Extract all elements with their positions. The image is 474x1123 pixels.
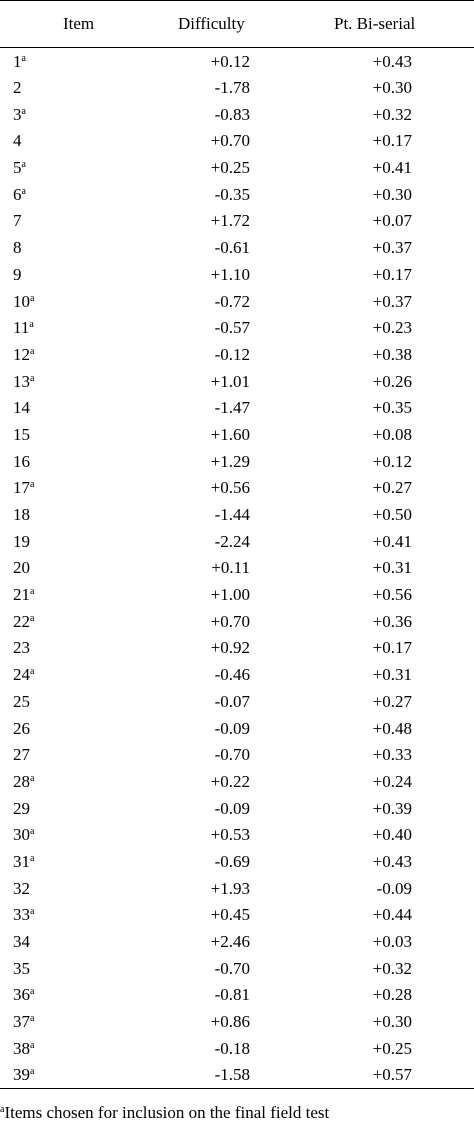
item-number: 13: [13, 371, 30, 391]
item-footnote-mark: a: [30, 906, 35, 918]
table-row: [0, 314, 474, 341]
cell-item: [0, 154, 152, 181]
cell-item: [0, 74, 152, 101]
item-footnote-mark: a: [30, 292, 35, 304]
cell-item: [0, 501, 152, 528]
item-number: 8: [13, 238, 22, 258]
cell-difficulty: -0.83: [214, 104, 250, 124]
cell-difficulty: -0.70: [214, 745, 250, 765]
cell-item: [0, 368, 152, 395]
cell-pt-biserial: +0.27: [372, 478, 412, 498]
item-number: 4: [13, 131, 22, 151]
item-number: 28: [13, 771, 30, 791]
footnote-mark: a: [0, 1104, 5, 1115]
cell-item: [0, 982, 152, 1009]
cell-pt-biserial: +0.31: [372, 558, 412, 578]
cell-difficulty: +0.86: [210, 1012, 250, 1032]
item-number: 16: [13, 451, 30, 471]
item-footnote-mark: a: [30, 1039, 35, 1051]
item-number: 12: [13, 344, 30, 364]
item-footnote-mark: a: [21, 52, 26, 64]
cell-item: [0, 48, 152, 75]
cell-pt-biserial: +0.30: [372, 184, 412, 204]
cell-item: [0, 608, 152, 635]
cell-pt-biserial: +0.08: [372, 424, 412, 444]
cell-difficulty: +0.25: [210, 158, 250, 178]
cell-difficulty: +1.93: [210, 878, 250, 898]
cell-pt-biserial: +0.38: [372, 344, 412, 364]
item-number: 19: [13, 531, 30, 551]
cell-item: [0, 661, 152, 688]
cell-pt-biserial: +0.17: [372, 131, 412, 151]
table-row: [0, 475, 474, 502]
cell-difficulty: +0.92: [210, 638, 250, 658]
item-number: 32: [13, 878, 30, 898]
table-row: [0, 821, 474, 848]
table-row: [0, 208, 474, 235]
item-number: 25: [13, 691, 30, 711]
item-footnote-mark: a: [30, 666, 35, 678]
cell-difficulty: -0.35: [214, 184, 250, 204]
item-number: 26: [13, 718, 30, 738]
item-number: 37: [13, 1012, 30, 1032]
item-footnote-mark: a: [30, 1013, 35, 1025]
cell-difficulty: +0.12: [210, 51, 250, 71]
table-row: [0, 608, 474, 635]
cell-difficulty: -0.18: [214, 1038, 250, 1058]
table-row: [0, 1035, 474, 1062]
header-pt-biserial: Pt. Bi-serial: [306, 1, 474, 48]
cell-difficulty: -0.57: [214, 318, 250, 338]
cell-difficulty: -0.09: [214, 718, 250, 738]
cell-pt-biserial: +0.26: [372, 371, 412, 391]
item-footnote-mark: a: [30, 345, 35, 357]
cell-pt-biserial: +0.25: [372, 1038, 412, 1058]
cell-pt-biserial: +0.30: [372, 1012, 412, 1032]
cell-item: [0, 288, 152, 315]
table-row: [0, 48, 474, 75]
item-number: 29: [13, 798, 30, 818]
item-number: 7: [13, 211, 22, 231]
item-number: 39: [13, 1065, 30, 1085]
table-row: [0, 848, 474, 875]
header-row: [0, 1, 474, 48]
item-number: 36: [13, 985, 30, 1005]
cell-difficulty: -0.12: [214, 344, 250, 364]
item-number: 23: [13, 638, 30, 658]
cell-pt-biserial: +0.03: [372, 932, 412, 952]
cell-pt-biserial: +0.39: [372, 798, 412, 818]
cell-item: [0, 475, 152, 502]
cell-item: [0, 955, 152, 982]
item-number: 3: [13, 104, 22, 124]
cell-item: [0, 795, 152, 822]
cell-item: [0, 555, 152, 582]
cell-item: [0, 234, 152, 261]
cell-difficulty: +1.72: [210, 211, 250, 231]
cell-item: [0, 128, 152, 155]
item-number: 2: [13, 78, 22, 98]
header-item: Item: [0, 1, 152, 48]
cell-pt-biserial: +0.17: [372, 264, 412, 284]
cell-pt-biserial: +0.40: [372, 825, 412, 845]
item-number: 31: [13, 851, 30, 871]
table-row: [0, 154, 474, 181]
cell-pt-biserial: +0.36: [372, 611, 412, 631]
cell-item: [0, 101, 152, 128]
cell-pt-biserial: +0.37: [372, 238, 412, 258]
table-row: [0, 234, 474, 261]
table-row: [0, 501, 474, 528]
table-row: [0, 715, 474, 742]
cell-pt-biserial: +0.31: [372, 665, 412, 685]
item-footnote-mark: a: [21, 159, 26, 171]
cell-pt-biserial: +0.12: [372, 451, 412, 471]
item-footnote-mark: a: [30, 586, 35, 598]
cell-difficulty: +1.00: [210, 585, 250, 605]
table-row: [0, 448, 474, 475]
item-footnote-mark: a: [21, 105, 26, 117]
cell-item: [0, 688, 152, 715]
table-row: [0, 581, 474, 608]
cell-difficulty: +1.10: [210, 264, 250, 284]
cell-pt-biserial: +0.48: [372, 718, 412, 738]
cell-difficulty: +0.45: [210, 905, 250, 925]
cell-pt-biserial: +0.32: [372, 958, 412, 978]
cell-pt-biserial: +0.30: [372, 78, 412, 98]
item-number: 11: [13, 318, 30, 338]
cell-difficulty: -0.07: [214, 691, 250, 711]
cell-item: [0, 421, 152, 448]
cell-item: [0, 875, 152, 902]
cell-difficulty: -0.09: [214, 798, 250, 818]
table-row: [0, 955, 474, 982]
table-row: [0, 74, 474, 101]
cell-difficulty: -1.78: [214, 78, 250, 98]
cell-item: [0, 314, 152, 341]
table-row: [0, 101, 474, 128]
cell-item: [0, 1062, 152, 1089]
table-row: [0, 128, 474, 155]
cell-difficulty: +0.11: [211, 558, 250, 578]
table-row: [0, 528, 474, 555]
item-number: 10: [13, 291, 30, 311]
item-number: 14: [13, 398, 30, 418]
cell-difficulty: -1.58: [152, 1062, 306, 1089]
table-header: [0, 1, 474, 48]
cell-item: [0, 768, 152, 795]
cell-pt-biserial: +0.28: [372, 985, 412, 1005]
table-row: [0, 368, 474, 395]
item-number: 17: [13, 478, 30, 498]
item-footnote-mark: a: [30, 1066, 35, 1078]
cell-item: [0, 928, 152, 955]
table-row: [0, 768, 474, 795]
cell-difficulty: -0.70: [214, 958, 250, 978]
item-number: 38: [13, 1038, 30, 1058]
table-row: [0, 1062, 474, 1089]
cell-item: [0, 528, 152, 555]
cell-item: [0, 848, 152, 875]
item-footnote-mark: a: [30, 372, 35, 384]
cell-pt-biserial: +0.44: [372, 905, 412, 925]
table-row: [0, 288, 474, 315]
item-footnote-mark: a: [29, 319, 34, 331]
cell-item: [0, 394, 152, 421]
cell-difficulty: +1.60: [210, 424, 250, 444]
cell-item: [0, 208, 152, 235]
cell-pt-biserial: +0.27: [372, 691, 412, 711]
item-number: 27: [13, 745, 30, 765]
cell-item: [0, 261, 152, 288]
footnote-text: Items chosen for inclusion on the final field test: [4, 1103, 330, 1122]
cell-difficulty: -0.69: [214, 851, 250, 871]
cell-pt-biserial: +0.32: [372, 104, 412, 124]
cell-item: [0, 181, 152, 208]
table-row: [0, 181, 474, 208]
cell-difficulty: +0.70: [210, 131, 250, 151]
cell-difficulty: +1.01: [210, 371, 250, 391]
item-footnote-mark: a: [30, 986, 35, 998]
cell-item: [0, 1008, 152, 1035]
item-footnote-mark: a: [21, 185, 26, 197]
cell-item: [0, 341, 152, 368]
cell-difficulty: -0.46: [214, 665, 250, 685]
cell-difficulty: -1.44: [214, 505, 250, 525]
cell-pt-biserial: +0.43: [372, 851, 412, 871]
cell-difficulty: -1.47: [214, 398, 250, 418]
item-number: 30: [13, 825, 30, 845]
table-row: [0, 875, 474, 902]
item-footnote-mark: a: [30, 826, 35, 838]
cell-difficulty: -0.61: [214, 238, 250, 258]
cell-item: [0, 902, 152, 929]
table-row: [0, 982, 474, 1009]
cell-item: [0, 741, 152, 768]
cell-item: [0, 1035, 152, 1062]
cell-difficulty: +2.46: [210, 932, 250, 952]
cell-pt-biserial: +0.41: [372, 531, 412, 551]
item-number: 22: [13, 611, 30, 631]
item-footnote-mark: a: [30, 612, 35, 624]
cell-pt-biserial: +0.17: [372, 638, 412, 658]
item-footnote-mark: a: [30, 772, 35, 784]
table-footnote: [0, 1103, 329, 1123]
cell-pt-biserial: +0.24: [372, 771, 412, 791]
item-number: 6: [13, 184, 22, 204]
item-number: 35: [13, 958, 30, 978]
cell-pt-biserial: +0.56: [372, 585, 412, 605]
item-number: 15: [13, 424, 30, 444]
table-row: [0, 341, 474, 368]
item-footnote-mark: a: [30, 852, 35, 864]
table-row: [0, 688, 474, 715]
item-number: 34: [13, 932, 30, 952]
cell-difficulty: +1.29: [210, 451, 250, 471]
table-row: [0, 394, 474, 421]
cell-difficulty: +0.53: [210, 825, 250, 845]
cell-item: [0, 715, 152, 742]
cell-pt-biserial: +0.07: [372, 211, 412, 231]
cell-pt-biserial: +0.35: [372, 398, 412, 418]
cell-pt-biserial: +0.37: [372, 291, 412, 311]
item-number: 1: [13, 51, 22, 71]
item-number: 9: [13, 264, 22, 284]
table-row: [0, 661, 474, 688]
item-number: 5: [13, 158, 22, 178]
item-number: 20: [13, 558, 30, 578]
item-number: 24: [13, 665, 30, 685]
cell-difficulty: +0.70: [210, 611, 250, 631]
table-row: [0, 741, 474, 768]
cell-item: [0, 581, 152, 608]
table-row: [0, 421, 474, 448]
cell-difficulty: -0.81: [214, 985, 250, 1005]
item-number: 18: [13, 505, 30, 525]
cell-item: [0, 821, 152, 848]
cell-pt-biserial: -0.09: [376, 878, 412, 898]
header-difficulty: Difficulty: [152, 1, 306, 48]
cell-difficulty: -0.72: [214, 291, 250, 311]
cell-difficulty: +0.22: [210, 771, 250, 791]
table-row: [0, 555, 474, 582]
cell-pt-biserial: +0.33: [372, 745, 412, 765]
table-row: [0, 928, 474, 955]
table-row: [0, 635, 474, 662]
table-row: [0, 1008, 474, 1035]
cell-difficulty: -2.24: [214, 531, 250, 551]
table-row: [0, 902, 474, 929]
cell-item: [0, 635, 152, 662]
item-number: 33: [13, 905, 30, 925]
cell-pt-biserial: +0.43: [372, 51, 412, 71]
cell-pt-biserial: +0.23: [372, 318, 412, 338]
item-number: 21: [13, 585, 30, 605]
table-row: [0, 795, 474, 822]
table-row: [0, 261, 474, 288]
cell-pt-biserial: +0.41: [372, 158, 412, 178]
cell-item: [0, 448, 152, 475]
table-body: [0, 48, 474, 1089]
cell-difficulty: +0.56: [210, 478, 250, 498]
item-footnote-mark: a: [30, 479, 35, 491]
cell-pt-biserial: +0.50: [372, 505, 412, 525]
cell-pt-biserial: +0.57: [306, 1062, 474, 1089]
